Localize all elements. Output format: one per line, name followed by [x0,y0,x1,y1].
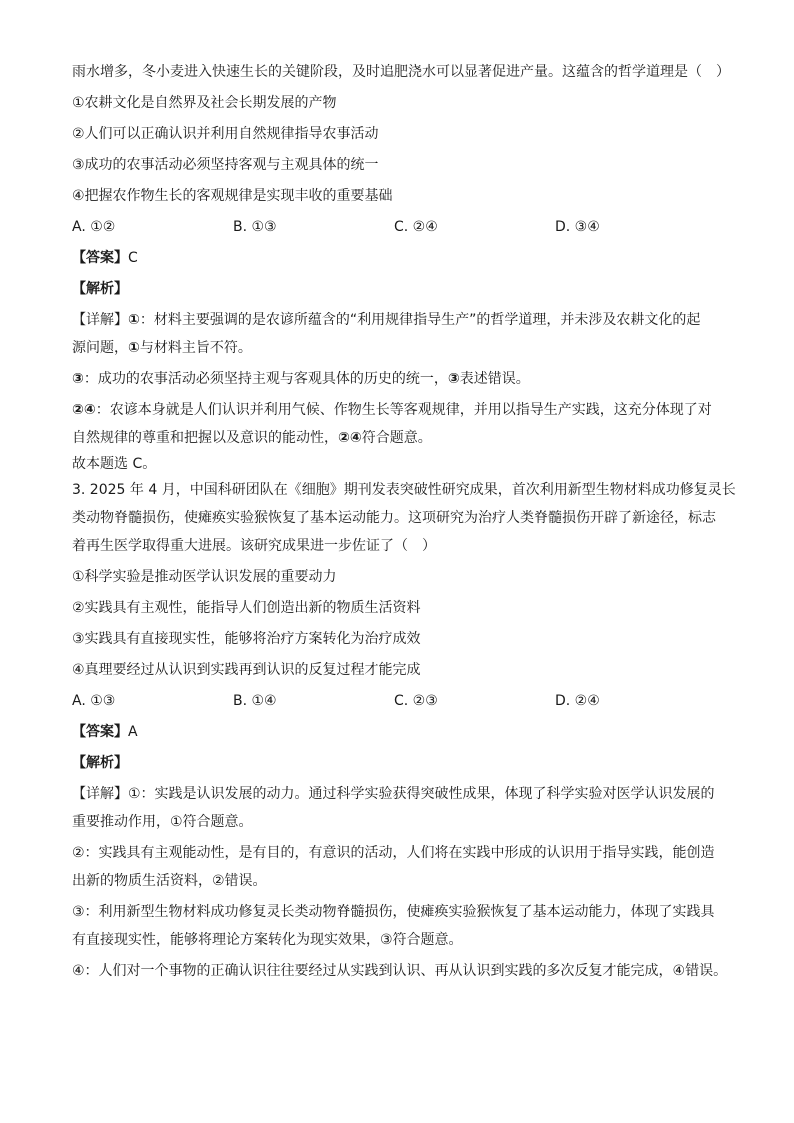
detail-text: ：材料主要强调的是农谚所蕴含的“利用规律指导生产”的哲学道理，并未涉及农耕文化的起 [139,312,701,328]
detail-text: 表述错误。 [459,371,530,387]
detail-label: 【详解】 [72,312,128,328]
q3-detail-3a: ③：利用新型生物材料成功修复灵长类动物脊髓损伤，使瘫痪实验猴恢复了基本运动能力，体现了实践具 [72,904,715,920]
detail-mark: ②④ [72,402,96,418]
analysis-label: 【解析】 [72,755,128,771]
detail-mark: ③ [447,371,460,387]
q3-analysis-label [72,753,734,773]
q3-option-c: C. ②③ [394,693,438,709]
q2-detail-24b [72,428,734,448]
q3-option-b: B. ①④ [233,693,277,709]
q3-item-2: ②实践具有主观性，能指导人们创造出新的物质生活资料 [72,600,421,616]
q3-detail-1b: 重要推动作用，①符合题意。 [72,814,253,830]
detail-mark: ③ [72,371,84,387]
detail-text: ：成功的农事活动必须坚持主观与客观具体的历史的统一， [83,371,448,387]
q3-stem-2: 类动物脊髓损伤，使瘫痪实验猴恢复了基本运动能力。这项研究为治疗人类脊髓损伤开辟了新途径，标志 [72,510,716,526]
q2-stem: 雨水增多，冬小麦进入快速生长的关键阶段，及时追肥浇水可以显著促进产量。这蕴含的哲学道理是（ ） [72,64,730,80]
q2-detail-3 [72,369,734,389]
q2-options [72,217,734,237]
q3-detail-1a [72,784,734,804]
q3-detail-2a: ②：实践具有主观能动性，是有目的，有意识的活动，人们将在实践中形成的认识用于指导实践，能创造 [72,845,715,861]
q2-conclusion: 故本题选 C。 [72,456,157,472]
detail-mark: ① [128,312,140,328]
q2-item-1: ①农耕文化是自然界及社会长期发展的产物 [72,95,337,111]
q3-detail-4: ④：人们对一个事物的正确认识往往要经过从实践到认识、再从认识到实践的多次反复才能完成，④错误。 [72,963,728,979]
answer-label: 【答案】 [72,724,128,740]
q3-item-3: ③实践具有直接现实性，能够将治疗方案转化为治疗成效 [72,631,421,647]
q2-item-2: ②人们可以正确认识并利用自然规律指导农事活动 [72,126,379,142]
detail-label: 【详解】 [72,786,128,802]
q3-detail-3b: 有直接现实性，能够将理论方案转化为现实效果，③符合题意。 [72,932,463,948]
q2-item-4: ④把握农作物生长的客观规律是实现丰收的重要基础 [72,188,393,204]
q2-analysis-label [72,279,734,299]
q2-option-c: C. ②④ [394,219,438,235]
detail-text: 与材料主旨不符。 [139,340,252,356]
q3-option-a: A. ①③ [72,693,116,709]
analysis-label: 【解析】 [72,281,128,297]
q2-item-3: ③成功的农事活动必须坚持客观与主观具体的统一 [72,157,379,173]
detail-text: 源问题， [72,340,128,356]
detail-text: 符合题意。 [361,430,432,446]
exam-page [72,62,734,992]
detail-text: 自然规律的尊重和把握以及意识的能动性， [72,430,338,446]
q2-option-b: B. ①③ [233,219,277,235]
detail-text: ：农谚本身就是人们认识并利用气候、作物生长等客观规律，并用以指导生产实践，这充分体现了对 [95,402,712,418]
q2-detail-1b [72,338,734,358]
q2-detail-1a [72,310,734,330]
detail-text: ①：实践是认识发展的动力。通过科学实验获得突破性成果，体现了科学实验对医学认识发展的 [128,786,715,802]
q3-answer [72,722,734,742]
q3-options [72,691,734,711]
q2-detail-24a [72,400,734,420]
detail-mark: ②④ [338,430,362,446]
q3-detail-2b: 出新的物质生活资料，②错误。 [72,873,267,889]
q3-stem-1: 3. 2025 年 4 月，中国科研团队在《细胞》期刊发表突破性研究成果，首次利用新型生物材料成功修复灵长 [72,482,736,498]
q2-option-a: A. ①② [72,219,116,235]
detail-mark: ① [128,340,140,356]
q3-item-4: ④真理要经过从认识到实践再到认识的反复过程才能完成 [72,662,421,678]
q3-item-1: ①科学实验是推动医学认识发展的重要动力 [72,569,337,585]
q2-answer [72,248,734,268]
answer-label: 【答案】 [72,250,128,266]
q3-stem-3: 着再生医学取得重大进展。该研究成果进一步佐证了（ ） [72,538,436,554]
answer-value: A [128,724,138,740]
q2-option-d: D. ③④ [555,219,600,235]
answer-value: C [128,250,138,266]
q3-option-d: D. ②④ [555,693,600,709]
